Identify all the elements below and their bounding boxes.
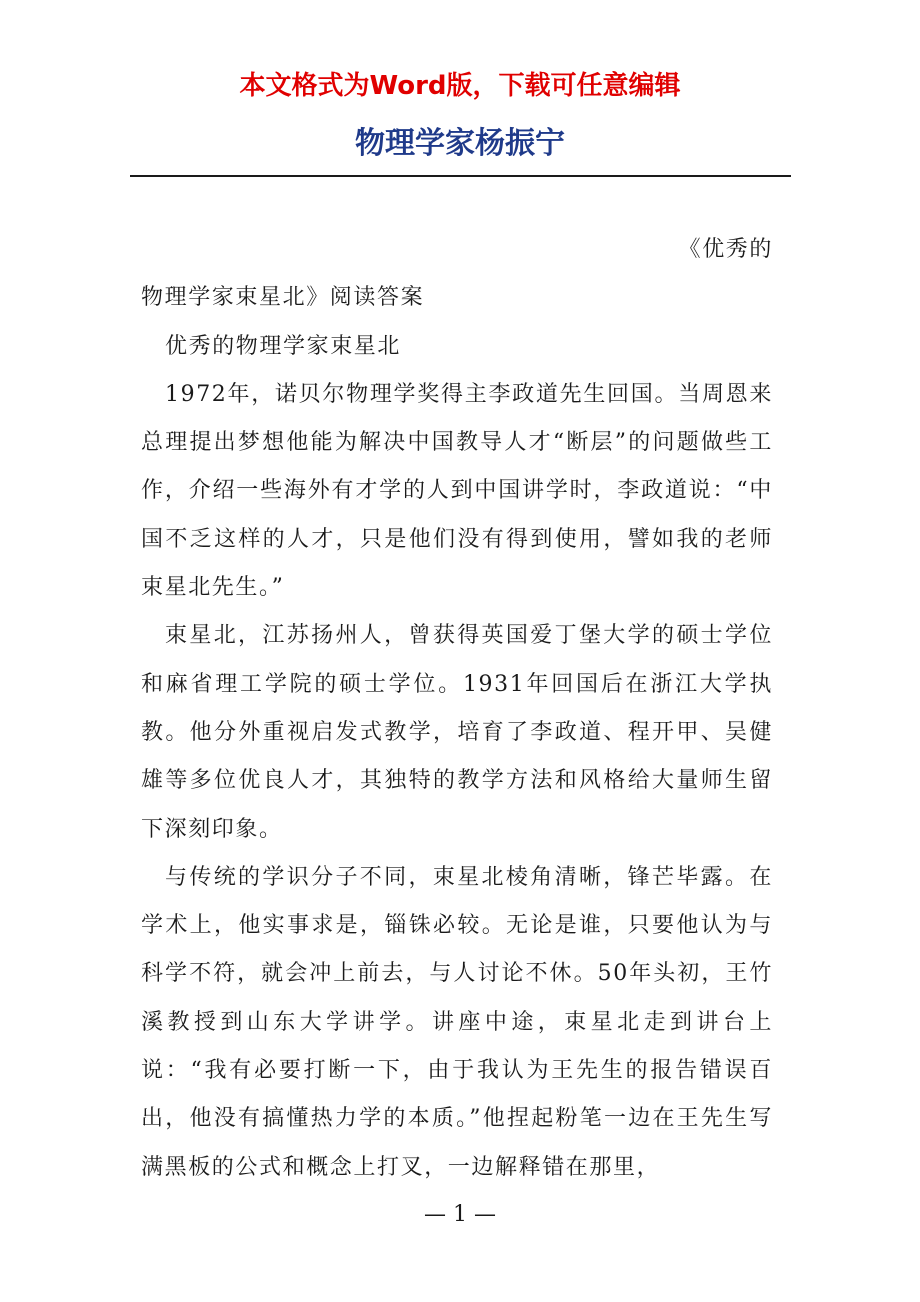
document-body	[141, 226, 773, 1192]
paragraph: 束星北，江苏扬州人，曾获得英国爱丁堡大学的硕士学位和麻省理工学院的硕士学位。1931年回国后在浙江大学执教。他分外重视启发式教学，培育了李政道、程开甲、吴健雄等多位优良人才，其独特的教学方法和风格给大量师生留下深刻印象。	[141, 623, 773, 842]
document-title: 物理学家杨振宁	[355, 126, 565, 161]
title-divider	[130, 175, 791, 177]
article-heading-line1: 《优秀的	[678, 237, 773, 262]
article-subheading: 优秀的物理学家束星北	[165, 333, 402, 359]
format-notice: 本文格式为Word版，下载可任意编辑	[239, 71, 681, 101]
paragraph: 与传统的学识分子不同，束星北棱角清晰，锋芒毕露。在学术上，他实事求是，锱铢必较。无论是谁，只要他认为与科学不符，就会冲上前去，与人讨论不休。50年头初，王竹溪教授到山东大学讲学。讲座中途，束星北走到讲台上说：“我有必要打断一下，由于我认为王先生的报告错误百出，他没有搞懂热力学的本质。”他捏起粉笔一边在王先生写满黑板的公式和概念上打叉，一边解释错在那里，	[141, 864, 773, 1180]
page-number: — 1 —	[424, 1202, 496, 1227]
paragraph: 1972年，诺贝尔物理学奖得主李政道先生回国。当周恩来总理提出梦想他能为解决中国教导人才“断层”的问题做些工作，介绍一些海外有才学的人到中国讲学时，李政道说：“中国不乏这样的人才，只是他们没有得到使用，譬如我的老师束星北先生。”	[141, 381, 773, 601]
article-heading-line2: 物理学家束星北》阅读答案	[141, 285, 425, 311]
